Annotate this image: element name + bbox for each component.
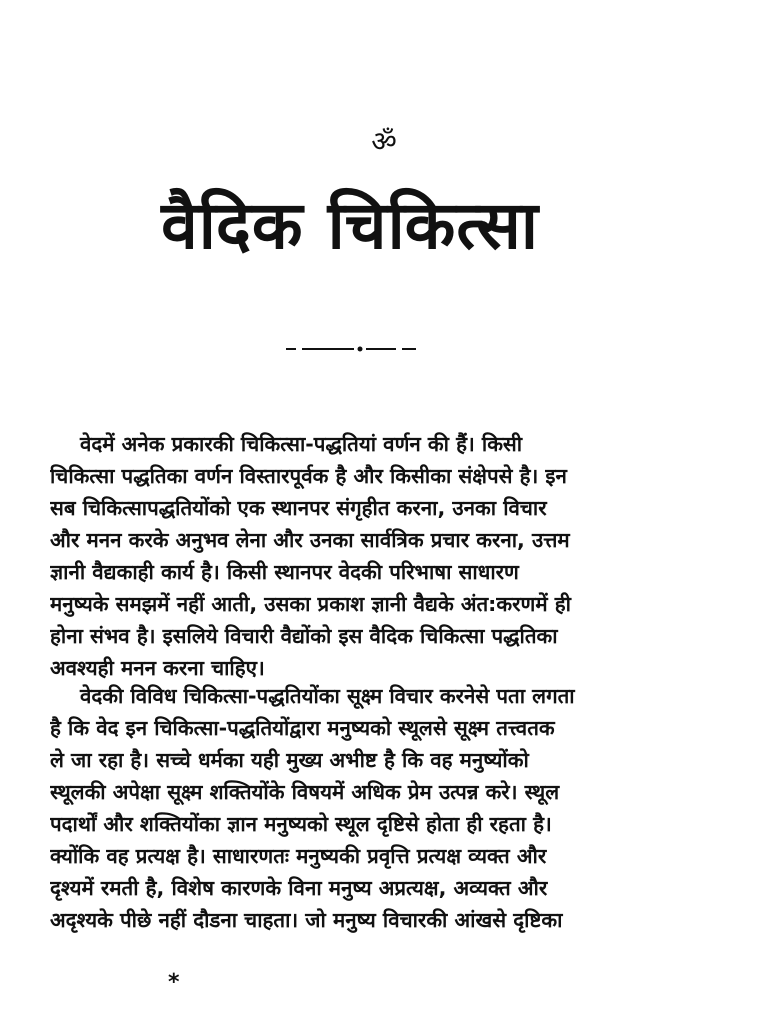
- paragraph-line: और मनन करके अनुभव लेना और उनका सार्वत्रिक प्रचार करना, उत्तम: [50, 528, 570, 552]
- paragraph-1: [50, 428, 722, 684]
- page-title: वैदिक चिकित्सा: [161, 187, 539, 264]
- paragraph-line: ज्ञानी वैद्यकाही कार्य है। किसी स्थानपर वेदकी परिभाषा साधारण: [50, 560, 519, 584]
- om-symbol: ॐ: [371, 125, 397, 158]
- paragraph-line: होना संभव है। इसलिये विचारी वैद्योंको इस वैदिक चिकित्सा पद्धतिका: [50, 624, 558, 648]
- paragraph-line: पदार्थों और शक्तियोंका ज्ञान मनुष्यको स्थूल दृष्टिसे होता ही रहता है।: [50, 812, 552, 836]
- paragraph-line: वेदकी विविध चिकित्सा-पद्धतियोंका सूक्ष्म विचार करनेसे पता लगता: [80, 684, 575, 708]
- paragraph-line: स्थूलकी अपेक्षा सूक्ष्म शक्तियोंके विषयमें अधिक प्रेम उत्पन्न करे। स्थूल: [50, 780, 560, 804]
- paragraph-line: अदृश्यके पीछे नहीं दौडना चाहता। जो मनुष्य विचारकी आंखसे दृष्टिका: [50, 908, 563, 932]
- paragraph-line: क्योंकि वह प्रत्यक्ष है। साधारणतः मनुष्यकी प्रवृत्ति प्रत्यक्ष व्यक्त और: [50, 844, 547, 868]
- paragraph-line: अवश्यही मनन करना चाहिए।: [50, 656, 265, 680]
- paragraph-line: ले जा रहा है। सच्चे धर्मका यही मुख्य अभीष्ट है कि वह मनुष्योंको: [50, 748, 529, 772]
- ornamental-divider: [286, 346, 416, 352]
- paragraph-line: वेदमें अनेक प्रकारकी चिकित्सा-पद्धतियां वर्णन की हैं। किसी: [80, 432, 523, 456]
- paragraph-2: [50, 680, 722, 936]
- paragraph-line: चिकित्सा पद्धतिका वर्णन विस्तारपूर्वक है और किसीका संक्षेपसे है। इन: [50, 464, 567, 488]
- paragraph-line: मनुष्यके समझमें नहीं आती, उसका प्रकाश ज्ञानी वैद्यके अंत:करणमें ही: [50, 592, 571, 616]
- paragraph-line: है कि वेद इन चिकित्सा-पद्धतियोंद्वारा मनुष्यको स्थूलसे सूक्ष्म तत्त्वतक: [50, 716, 555, 740]
- footer-mark: *: [168, 970, 180, 995]
- paragraph-line: दृश्यमें रमती है, विशेष कारणके विना मनुष्य अप्रत्यक्ष, अव्यक्त और: [50, 876, 548, 900]
- paragraph-line: सब चिकित्सापद्धतियोंको एक स्थानपर संगृहीत करना, उनका विचार: [50, 496, 547, 520]
